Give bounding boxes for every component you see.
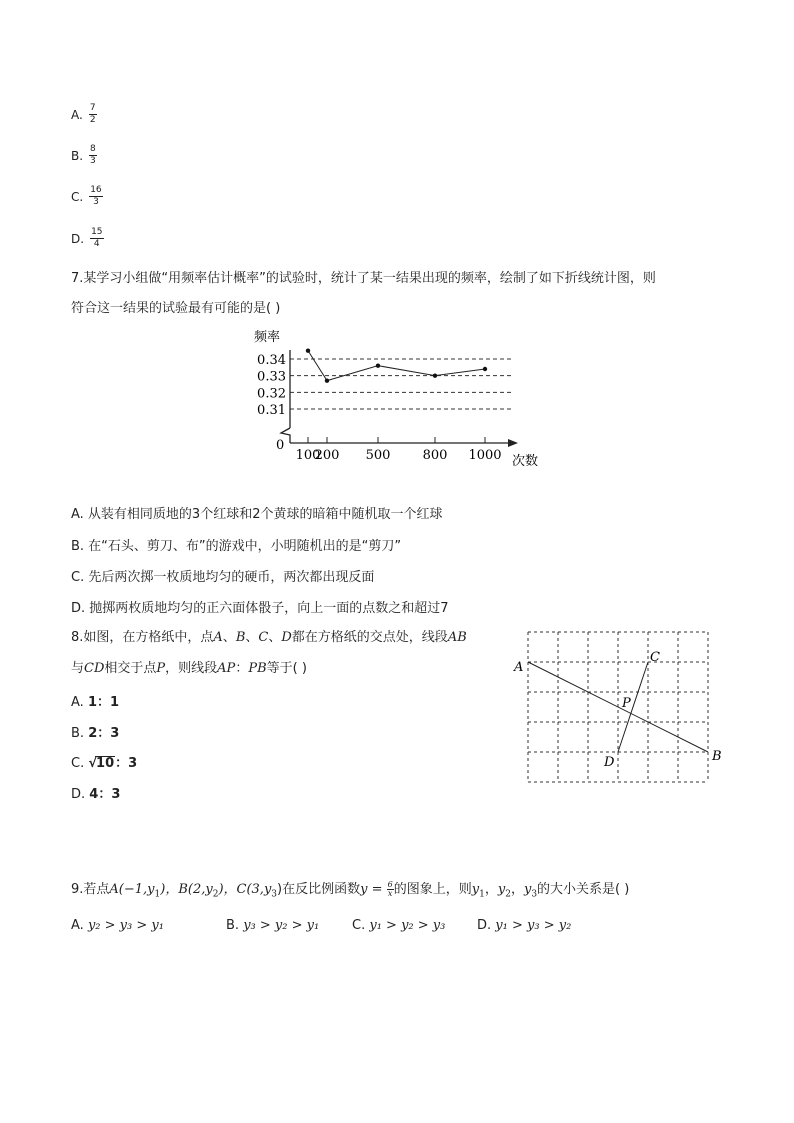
fraction	[89, 104, 97, 125]
y-tick-label: 0.32	[257, 386, 286, 402]
text: 等于( )	[266, 661, 307, 676]
denominator: 3	[90, 156, 96, 166]
x-axis-label: 次数	[512, 454, 539, 469]
x-tick-label: 800	[422, 448, 448, 463]
numerator: 16	[90, 185, 102, 195]
q8-choice-d	[71, 783, 120, 802]
function-fraction	[387, 881, 394, 898]
data-point	[433, 373, 437, 377]
inequality: y₁ > y₂ > y₃	[369, 918, 446, 933]
q6-option-b	[71, 145, 97, 166]
option-letter: D.	[477, 918, 492, 933]
text: 9.若点	[71, 882, 110, 897]
point-c: C(3,y	[236, 882, 272, 897]
q9-choice-c	[352, 918, 445, 933]
sqrt-expression	[88, 756, 137, 771]
text: ，则线段	[165, 661, 218, 676]
variable: y	[471, 882, 480, 897]
text: )在反比例函数	[277, 882, 361, 897]
point-b-label: B	[235, 630, 246, 645]
x-tick-label: 1000	[468, 448, 502, 463]
text: )，	[218, 882, 237, 897]
y-axis-label: 频率	[254, 330, 281, 345]
text: ，	[484, 882, 498, 897]
sqrt-sign-icon: √	[88, 756, 98, 771]
subscript: 1	[479, 889, 485, 900]
label-d: D	[604, 755, 615, 770]
subscript: 2	[212, 889, 219, 900]
option-letter: D.	[71, 231, 85, 246]
subscript: 3	[271, 889, 278, 900]
grid-figure	[510, 625, 725, 790]
segment-ab-label: AB	[447, 630, 467, 645]
point-p-label: P	[156, 661, 166, 676]
text: ，	[510, 882, 524, 897]
data-point	[325, 378, 329, 382]
x-tick-label: 500	[365, 448, 391, 463]
numerator: 7	[89, 103, 96, 113]
q8-choice-c	[71, 752, 137, 771]
denominator: 3	[93, 197, 99, 207]
data-point	[376, 363, 380, 367]
q8-choice-a	[71, 691, 119, 710]
denominator: x	[387, 889, 393, 898]
q9-stem	[71, 880, 629, 905]
text: 、	[245, 630, 259, 645]
subscript: 3	[531, 889, 538, 900]
option-letter: A.	[71, 107, 83, 122]
q7-choice-c: C. 先后两次掷一枚质地均匀的硬币，两次都出现反面	[71, 570, 375, 585]
option-letter: A.	[71, 918, 84, 933]
x-tick-marks	[296, 437, 502, 463]
x-tick-label: 200	[314, 448, 340, 463]
point-c-label: C	[258, 630, 269, 645]
ratio-rest: ：3	[115, 756, 138, 771]
inequality: y₂ > y₃ > y₁	[87, 918, 164, 933]
label-b: B	[712, 749, 722, 764]
text: )，	[160, 882, 179, 897]
option-letter: A.	[71, 695, 84, 710]
point-d-label: D	[281, 630, 292, 645]
y-tick-labels	[257, 353, 286, 418]
q6-option-c	[71, 186, 103, 207]
fraction	[89, 145, 97, 166]
x-tick-label: 100	[295, 448, 321, 463]
q7-choice-d: D. 抛掷两枚质地均匀的正六面体骰子，向上一面的点数之和超过7	[71, 601, 449, 616]
data-point	[483, 367, 487, 371]
frequency-line-chart	[240, 325, 550, 475]
point-a: A(−1,y	[109, 882, 155, 897]
point-a-label: A	[213, 630, 223, 645]
fraction	[90, 228, 103, 249]
q7-choice-b: B. 在“石头、剪刀、布”的游戏中，小明随机出的是“剪刀”	[71, 539, 402, 554]
y-tick-label: 0.33	[257, 369, 286, 385]
q7-stem-line1: 7.某学习小组做“用频率估计概率”的试验时，统计了某一结果出现的频率，绘制了如下折线统计图，则	[71, 271, 656, 286]
label-p: P	[622, 696, 631, 711]
denominator: 2	[89, 115, 96, 125]
text: 都在方格纸的交点处，线段	[291, 630, 448, 645]
text: 、	[222, 630, 236, 645]
point-b: B(2,y	[178, 882, 213, 897]
label-c: C	[650, 650, 660, 665]
q8-stem-line2	[71, 659, 307, 679]
variable: y	[523, 882, 532, 897]
numerator: 8	[90, 144, 96, 154]
text: 与	[71, 661, 85, 676]
x-axis-arrow	[508, 439, 518, 447]
label-a: A	[514, 660, 524, 675]
option-letter: D.	[71, 787, 86, 802]
numerator: 15	[91, 227, 103, 237]
origin-label: 0	[276, 438, 285, 453]
variable: y	[497, 882, 506, 897]
option-letter: C.	[352, 918, 366, 933]
inequality: y₁ > y₃ > y₂	[495, 918, 572, 933]
numerator: 6	[387, 880, 393, 889]
inequality: y₃ > y₂ > y₁	[243, 918, 320, 933]
subscript: 2	[505, 889, 511, 900]
q9-choice-a	[71, 918, 164, 933]
option-letter: C.	[71, 189, 84, 204]
grid-lines	[290, 359, 514, 409]
text: 、	[268, 630, 282, 645]
option-letter: B.	[226, 918, 240, 933]
subscript: 1	[154, 889, 161, 900]
q6-option-a	[71, 104, 97, 125]
q7-choice-a: A. 从装有相同质地的3个红球和2个黄球的暗箱中随机取一个红球	[71, 507, 443, 522]
q9-choice-b	[226, 918, 319, 933]
text: 的大小关系是( )	[537, 882, 630, 897]
option-letter: B.	[71, 148, 84, 163]
segment-pb-label: PB	[248, 661, 267, 676]
y-tick-label: 0.34	[257, 353, 286, 368]
option-letter: C.	[71, 756, 85, 771]
text: ：	[235, 661, 249, 676]
ratio-text: 4：3	[89, 787, 121, 802]
text: 8.如图，在方格纸中，点	[71, 630, 214, 645]
q8-stem-line1	[71, 628, 467, 648]
segment-ap-label: AP	[217, 661, 236, 676]
fraction	[89, 186, 102, 207]
segment-cd-label: CD	[84, 661, 105, 676]
q7-stem-line2: 符合这一结果的试验最有可能的是( )	[71, 301, 281, 316]
ratio-text: 2：3	[88, 726, 120, 741]
function-lhs: y =	[360, 882, 387, 897]
ratio-text: 1：1	[87, 695, 120, 710]
q9-choice-d	[477, 918, 571, 933]
q8-choice-b	[71, 722, 119, 741]
q6-option-d	[71, 228, 104, 249]
text: 的图象上，则	[393, 882, 472, 897]
radicand: 10	[96, 756, 115, 771]
data-point	[306, 348, 310, 352]
y-tick-label: 0.31	[257, 403, 286, 418]
text: 相交于点	[104, 661, 157, 676]
data-points	[306, 348, 487, 382]
denominator: 4	[93, 239, 100, 249]
option-letter: B.	[71, 726, 85, 741]
